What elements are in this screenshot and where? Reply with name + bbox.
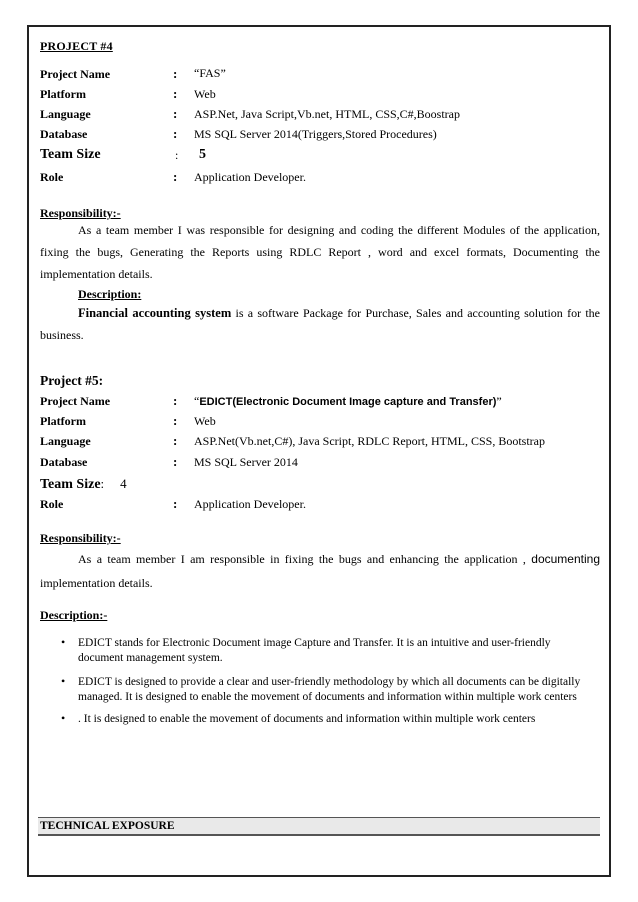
project5-role-value: Application Developer. — [194, 497, 306, 511]
project5-database-value: MS SQL Server 2014 — [194, 455, 298, 469]
project4-platform-label: Platform — [40, 87, 86, 101]
project5-responsibility-text-3: implementation details. — [40, 576, 153, 590]
project4-heading: PROJECT #4 — [40, 39, 113, 53]
list-item: EDICT is designed to provide a clear and user-friendly methodology by which all documents can be digitally managed. It is designed to enable the movement of documents and information within multiple work centers — [78, 676, 581, 703]
project5-description-label: Description:- — [40, 608, 108, 622]
project5-platform-value: Web — [194, 414, 216, 428]
project5-responsibility-paragraph — [40, 547, 600, 595]
project4-responsibility-text: As a team member I was responsible for designing and coding the different Modules of the application, fixing the bugs, Generating the Reports using RDLC Report , word and excel formats, Documenting the implementation details. — [40, 223, 600, 281]
project4-language-label: Language — [40, 107, 91, 121]
project4-description-label: Description: — [78, 287, 142, 301]
project4-teamsize-colon: : — [175, 148, 179, 162]
project5-language-colon: : — [173, 433, 178, 448]
project4-database-colon: : — [173, 126, 178, 141]
bullet-dot-icon: • — [61, 635, 66, 649]
project5-role-label: Role — [40, 497, 64, 511]
project5-name-value: EDICT(Electronic Document Image capture and Transfer) — [199, 396, 497, 408]
project4-teamsize-value: 5 — [199, 147, 206, 162]
bullet-dot-icon: • — [61, 674, 66, 688]
project5-database-label: Database — [40, 455, 88, 469]
project4-responsibility-label: Responsibility:- — [40, 206, 121, 220]
project4-role-label: Role — [40, 170, 64, 184]
list-item: EDICT stands for Electronic Document image Capture and Transfer. It is an intuitive and user-friendly document management system. — [78, 637, 551, 664]
project5-responsibility-label: Responsibility:- — [40, 531, 121, 545]
project5-language-label: Language — [40, 434, 91, 448]
project5-teamsize — [40, 475, 127, 493]
list-item: . It is designed to enable the movement of documents and information within multiple work centers — [78, 713, 536, 725]
project4-description-paragraph — [40, 302, 600, 346]
project4-language-colon: : — [173, 106, 178, 121]
project4-database-value: MS SQL Server 2014(Triggers,Stored Procedures) — [194, 127, 437, 141]
project5-database-colon: : — [173, 454, 178, 469]
project4-teamsize-label: Team Size — [40, 147, 101, 162]
project5-heading: Project #5: — [40, 373, 104, 388]
project4-platform-colon: : — [173, 86, 178, 101]
project4-description-bold: Financial accounting system — [78, 306, 232, 320]
project5-role-colon: : — [173, 496, 178, 511]
project5-platform-label: Platform — [40, 414, 86, 428]
project5-name-open-quote: “ — [194, 394, 200, 408]
project5-name-colon: : — [173, 393, 178, 408]
project4-platform-value: Web — [194, 87, 216, 101]
technical-exposure-heading: TECHNICAL EXPOSURE — [40, 820, 175, 832]
project4-name-value: “FAS” — [194, 66, 226, 80]
project5-responsibility-text-1: As a team member I am responsible in fixing the bugs and enhancing the application , — [78, 552, 532, 566]
project5-platform-colon: : — [173, 413, 178, 428]
project4-role-value: Application Developer. — [194, 170, 306, 184]
project4-name-colon: : — [173, 66, 178, 81]
project5-responsibility-text-2: documenting — [531, 552, 600, 566]
project4-language-value: ASP.Net, Java Script,Vb.net, HTML, CSS,C#,Boostrap — [194, 107, 461, 121]
project5-name-value-wrap — [194, 394, 502, 409]
project5-teamsize-value: 4 — [120, 476, 127, 491]
project4-description-text: is a software Package for Purchase, Sales and accounting solution for the business. — [40, 306, 600, 342]
project5-teamsize-colon: : — [100, 476, 105, 491]
project5-name-close-quote: ” — [496, 394, 502, 408]
project4-name-label: Project Name — [40, 67, 111, 81]
page-border — [27, 25, 611, 877]
project5-teamsize-label: Team Size — [40, 477, 101, 492]
project4-role-colon: : — [173, 169, 178, 184]
project5-language-value: ASP.Net(Vb.net,C#), Java Script, RDLC Report, HTML, CSS, Bootstrap — [194, 434, 545, 448]
project4-database-label: Database — [40, 127, 88, 141]
project5-name-label: Project Name — [40, 394, 111, 408]
bullet-dot-icon: • — [61, 711, 66, 725]
